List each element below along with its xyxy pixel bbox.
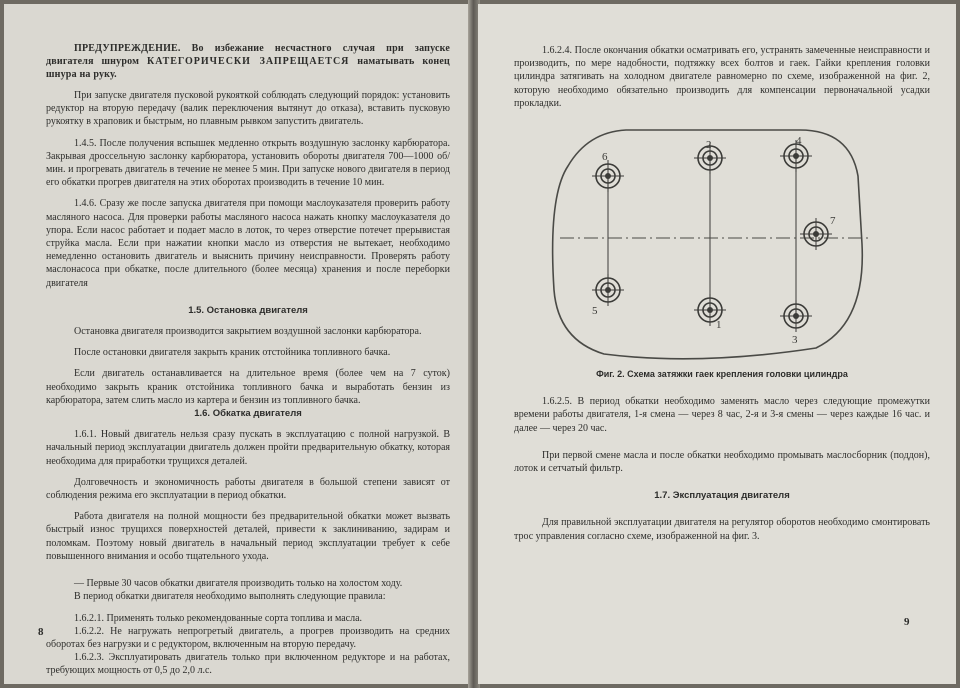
start-procedure-paragraph: При запуске двигателя пусковой рукояткой соблюдать следующий порядок: установить редуктор на вторую передачу (валик переключения вытянут до отказа), вставить пусковую рукоятку в храповик и быстрым, но плавным рывком запустить двигатель. [46,90,450,128]
stop-paragraph-2: После остановки двигателя закрыть краник отстойника топливного бачка. [74,347,391,359]
figure-caption: Фиг. 2. Схема затяжки гаек крепления головки цилиндра [596,369,848,380]
page-number-right: 9 [904,616,910,628]
section-1-6-2-4: 1.6.2.4. После окончания обкатки осматривать его, устранять замеченные неисправности и производить, по мере надобности, подтяжку всех болтов и гаек. Гайки крепления головки цилиндра затягивать на холодном двигателе равномерно по схеме, изображенной на фиг. 2, которую необходимо обязательно производить для компенсации первоначальной усадки прокладки. [514,45,930,109]
warning-paragraph [46,42,450,81]
operation-paragraph: Для правильной эксплуатации двигателя на регулятор оборотов необходимо смонтировать трос управления согласно схеме, изображенной на фиг. 3. [514,517,930,542]
cylinder-head-diagram [548,126,870,364]
stop-paragraph-3: Если двигатель останавливается на длительное время (более чем на 7 суток) необходимо закрыть краник отстойника топливного бачка и выработать бензин из карбюратора, затем слить масло из картера и бензин из топливного бачка. [46,368,450,406]
durability-paragraph: Долговечность и экономичность работы двигателя в большой степени зависят от соблюдения режима его эксплуатации в период обкатки. [46,476,450,502]
bolt-7 [800,218,832,250]
right-page [478,4,956,684]
full-power-paragraph: Работа двигателя на полной мощности без предварительной обкатки может вызвать быстрый износ трущихся поверхностей деталей, привести к заклиниванию, задирам и поломкам. Поэтому новый двигатель в начальный период эксплуатации требует к себе повышенного внимания и особо тщательного ухода. [46,511,450,562]
bolt-label-5: 5 [592,305,598,318]
bolt-label-3: 3 [792,334,798,347]
first-30-hours-paragraph: — Первые 30 часов обкатки двигателя производить только на холостом ходу. [74,578,403,590]
section-1-6-2-2: 1.6.2.2. Не нагружать непрогретый двигатель, а прогрев производить на средних оборотах без нагрузки и с редуктором, включенным на вторую передачу. [46,625,450,650]
warning-tail: наматывать конец шнура на руку. [46,56,450,80]
section-1-6-2-1: 1.6.2.1. Применять только рекомендованные сорта топлива и масла. [74,612,363,624]
section-1-4-5: 1.4.5. После получения вспышек медленно открыть воздушную заслонку карбюратора. Закрывая дроссельную заслонку карбюратора, установить обороты двигателя 700—1000 об/мин. и прогревать двигатель в течение не менее 5 мин. При запуске нового двигателя в период его обкатки прогрев двигателя на этих оборотах производить в течение 10 мин. [46,137,450,189]
section-1-6-2-5: 1.6.2.5. В период обкатки необходимо заменять масло через следующие промежутки времени работы двигателя, 1-я смена — через 8 час, 2-я и 3-я смены — через каждые 16 час. и далее — через 20 час. [514,396,930,434]
left-page [4,4,470,684]
bolt-6 [592,160,624,192]
warning-text: Во избежание несчастного случая при запуске двигателя шнуром [46,43,450,67]
heading-engine-break-in: 1.6. Обкатка двигателя [194,408,302,420]
bolt-label-2: 2 [706,139,712,152]
page-number-left: 8 [38,626,44,638]
bolt-3 [780,300,812,332]
heading-engine-stop: 1.5. Остановка двигателя [188,304,308,316]
stop-paragraph-1: Остановка двигателя производится закрытием воздушной заслонки карбюратора. [74,326,422,338]
rules-intro-paragraph: В период обкатки двигателя необходимо выполнять следующие правила: [74,591,386,603]
bolt-label-6: 6 [602,151,608,164]
warning-lead: ПРЕДУПРЕЖДЕНИЕ. [74,43,181,54]
heading-engine-operation: 1.7. Эксплуатация двигателя [654,490,790,502]
section-1-6-1: 1.6.1. Новый двигатель нельзя сразу пускать в эксплуатацию с полной нагрузкой. В начальный период эксплуатации двигатель должен пройти предварительную обкатку, которая необходима для приработки трущихся деталей. [46,429,450,467]
first-oil-change-paragraph: При первой смене масла и после обкатки необходимо промывать маслосборник (поддон), лоток и сетчатый фильтр. [514,449,930,475]
section-1-6-2-3: 1.6.2.3. Эксплуатировать двигатель только при включенном редукторе и на работах, требующих мощность от 0,5 до 2,0 л.с. [46,652,450,677]
bolt-label-1: 1 [716,319,722,332]
bolt-label-4: 4 [796,135,802,148]
bolt-label-7: 7 [830,215,836,228]
warning-caps: КАТЕГОРИЧЕСКИ ЗАПРЕЩАЕТСЯ [146,56,350,67]
section-1-4-6: 1.4.6. Сразу же после запуска двигателя при помощи маслоуказателя проверить работу масляного насоса. Для проверки работы масляного насоса нажать кнопку маслоуказателя до упора. Если насос работает и подает масло в лоток, то через отверстие потечет прерывистая струйка масла. Если при нажатии кнопки масло из отверстия не вытекает, необходимо немедленно остановить двигатель и выяснить причину неисправности. Проверять работу маслонасоса при обкатке, после длительного (более месяца) хранения и после переборки двигателя [46,198,450,289]
tightening-scheme-figure [548,126,870,364]
bolt-5 [592,274,624,306]
